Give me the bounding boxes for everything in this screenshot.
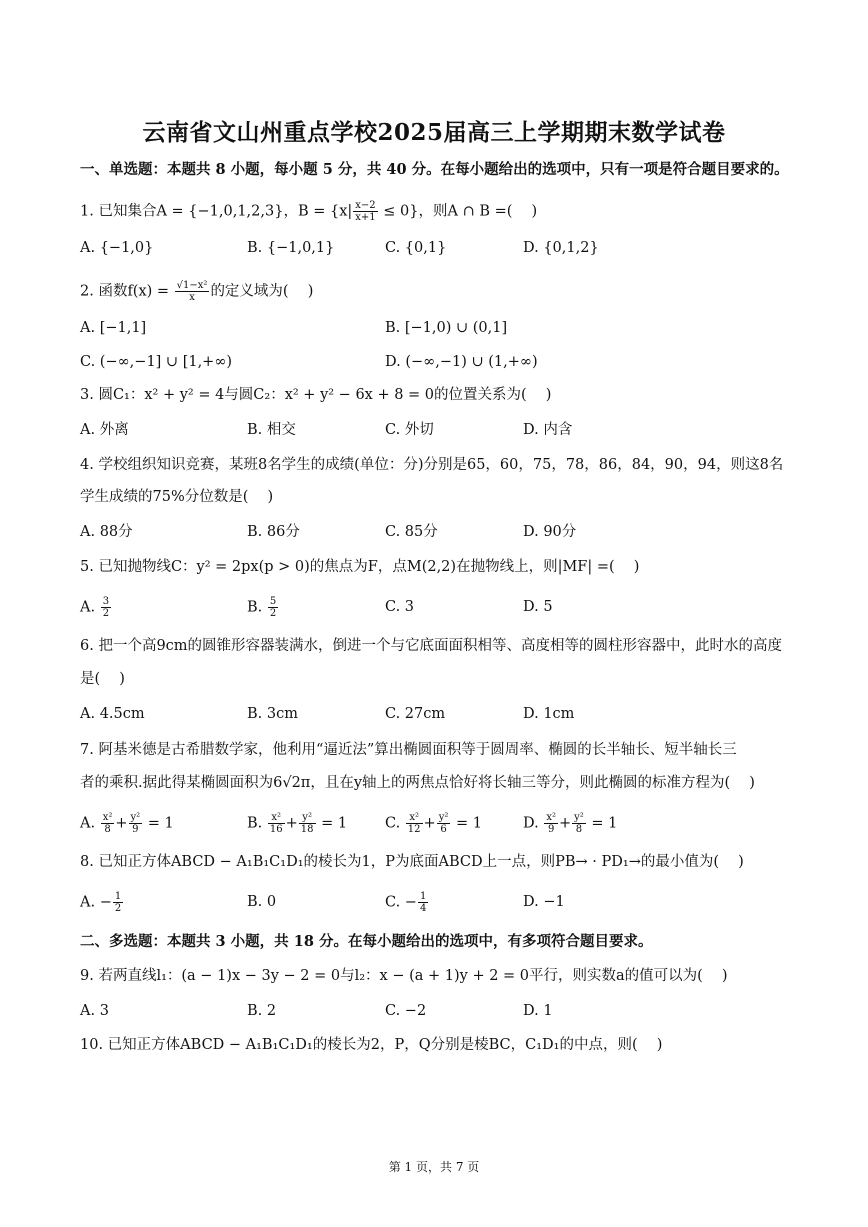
q9-option-b: B. 2 (247, 1003, 277, 1019)
question-4-line-1: 4. 学校组织知识竞赛，某班8名学生的成绩(单位：分)分别是65，60，75，78，86，84，90，94，则这8名 (80, 457, 784, 473)
page-footer: 第 1 页，共 7 页 (388, 1160, 480, 1174)
q8-c-label: C. − (385, 894, 417, 911)
q2-option-a: A. [−1,1] (80, 320, 147, 336)
q7-a-post: = 1 (143, 815, 174, 832)
q1-stem-c: ≤ 0}，则A ∩ B =( ) (378, 203, 538, 220)
q8-c-den: 4 (419, 903, 427, 914)
q7-b-n1: x² (268, 812, 285, 824)
q1-frac-den: x+1 (355, 212, 376, 223)
q2-option-c: C. (−∞,−1] ∪ [1,+∞) (80, 354, 233, 370)
q8-option-a (80, 891, 124, 914)
q1-stem-b: A = {−1,0,1,2,3}，B = {x| (156, 203, 353, 220)
q7-c-frac1 (406, 812, 423, 835)
q5-option-a (80, 596, 112, 619)
q7-d-label: D. (523, 815, 544, 832)
q7-c-n1: x² (406, 812, 423, 824)
q7-b-d1: 16 (269, 824, 283, 835)
q8-a-label: A. − (80, 894, 112, 911)
question-1 (80, 200, 808, 223)
q7-b-post: = 1 (316, 815, 348, 832)
q5-option-d: D. 5 (523, 599, 553, 615)
question-3: 3. 圆C₁：x² + y² = 4与圆C₂：x² + y² − 6x + 8 = 0的位置关系为( ) (80, 387, 552, 403)
page-title: 云南省文山州重点学校2025届高三上学期期末数学试卷 (142, 119, 726, 146)
q2-option-b: B. [−1,0) ∪ (0,1] (385, 320, 508, 336)
question-8: 8. 已知正方体ABCD − A₁B₁C₁D₁的棱长为1，P为底面ABCD上一点，则PB→ · PD₁→的最小值为( ) (80, 854, 744, 870)
q2-option-d: D. (−∞,−1) ∪ (1,+∞) (385, 354, 538, 370)
q2-frac-num: √1−x² (176, 280, 208, 291)
q5-option-c: C. 3 (385, 599, 415, 615)
question-7-line-2: 者的乘积.据此得某椭圆面积为6√2π，且在y轴上的两焦点恰好将长轴三等分，则此椭圆的标准方程为( ) (80, 775, 755, 791)
q9-option-d: D. 1 (523, 1003, 553, 1019)
section-multi-choice: 二、多选题：本题共 3 小题，共 18 分。在每小题给出的选项中，有多项符合题目要求。 (80, 933, 653, 950)
q7-d-frac1 (544, 812, 558, 835)
q3-option-d: D. 内含 (523, 422, 573, 438)
q8-a-fraction (113, 891, 123, 914)
q8-a-den: 2 (114, 903, 122, 914)
q7-option-d: D. $\frac{\text{x²}}{9}$ + $\frac{\text{y²}}{8}$ = 1 (523, 812, 618, 835)
question-7-line-1: 7. 阿基米德是古希腊数学家，他利用“逼近法”算出椭圆面积等于圆周率、椭圆的长半轴长、短半轴长三 (80, 742, 737, 758)
q1-option-d: D. {0,1,2} (523, 240, 599, 256)
q1-stem-a: 1. 已知集合 (80, 203, 157, 220)
q7-a-d2: 9 (132, 824, 139, 835)
q7-a-frac2 (129, 812, 143, 835)
question-9: 9. 若两直线l₁：(a − 1)x − 3y − 2 = 0与l₂：x − (a + 1)y + 2 = 0平行，则实数a的值可以为( ) (80, 968, 728, 984)
q3-option-c: C. 外切 (385, 422, 434, 438)
q2-stem-a: 2. 函数f(x) = (80, 283, 174, 300)
q5-a-fraction (101, 596, 111, 619)
q5-a-den: 2 (102, 608, 110, 619)
q1-option-c: C. {0,1} (385, 240, 447, 256)
q5-b-den: 2 (269, 608, 277, 619)
q7-d-d2: 8 (575, 824, 583, 835)
q7-c-label: C. (385, 815, 405, 832)
q7-d-n2: y² (574, 812, 584, 823)
q7-b-label: B. (247, 815, 267, 832)
q7-d-n1: x² (546, 812, 556, 823)
q7-b-frac1 (268, 812, 285, 835)
q1-option-b: B. {−1,0,1} (247, 240, 335, 256)
q7-c-frac2 (437, 812, 451, 835)
q9-option-c: C. −2 (385, 1003, 427, 1019)
q7-a-n2: y² (130, 812, 141, 823)
q7-a-n1: x² (102, 812, 113, 823)
q8-c-num: 1 (419, 891, 427, 902)
q7-b-frac2 (299, 812, 316, 835)
q7-option-b: B. $\frac{\text{x²}}{16}$ + $\frac{\text{y²}}{18}$ = 1 (247, 812, 348, 835)
question-6-line-1: 6. 把一个高9cm的圆锥形容器装满水，倒进一个与它底面面积相等、高度相等的圆柱形容器中，此时水的高度 (80, 638, 783, 654)
q1-option-a: A. {−1,0} (80, 240, 154, 256)
q1-frac-num: x−2 (355, 200, 376, 211)
question-4-line-2: 学生成绩的75%分位数是( ) (80, 489, 274, 505)
question-5: 5. 已知抛物线C：y² = 2px(p > 0)的焦点为F，点M(2,2)在抛物线上，则|MF| =( ) (80, 559, 640, 575)
question-2 (80, 280, 808, 303)
q8-a-num: 1 (114, 891, 122, 902)
q2-frac-den: x (189, 292, 195, 303)
q7-b-d2: 18 (300, 824, 314, 835)
q7-option-a: A. $\frac{\text{x²}}{8}$ + $\frac{\text{y²}}{9}$ = 1 (80, 812, 174, 835)
q7-d-frac2 (572, 812, 586, 835)
q7-a-d1: 8 (104, 824, 111, 835)
question-6-line-2: 是( ) (80, 671, 125, 687)
q7-c-d2: 6 (440, 824, 447, 835)
q6-option-c: C. 27cm (385, 706, 446, 722)
q2-fraction (175, 280, 210, 303)
q3-option-a: A. 外离 (80, 422, 129, 438)
q8-option-d: D. −1 (523, 894, 565, 910)
q9-option-a: A. 3 (80, 1003, 109, 1019)
q7-c-d1: 12 (407, 824, 421, 835)
q4-option-d: D. 90分 (523, 524, 577, 540)
q6-option-d: D. 1cm (523, 706, 575, 722)
q7-d-d1: 9 (547, 824, 555, 835)
q8-c-fraction (418, 891, 428, 914)
q8-option-c (385, 891, 429, 914)
q5-b-label: B. (247, 599, 267, 616)
q5-a-label: A. (80, 599, 100, 616)
q7-d-post: = 1 (586, 815, 618, 832)
q8-option-b: B. 0 (247, 894, 277, 910)
q4-option-a: A. 88分 (80, 524, 133, 540)
q2-stem-b: 的定义域为( ) (210, 283, 314, 300)
q4-option-b: B. 86分 (247, 524, 300, 540)
q4-option-c: C. 85分 (385, 524, 438, 540)
q7-option-c: C. $\frac{\text{x²}}{12}$ + $\frac{\text{y²}}{6}$ = 1 (385, 812, 482, 835)
q5-b-num: 5 (269, 596, 277, 607)
q7-c-post: = 1 (451, 815, 482, 832)
q5-b-fraction (268, 596, 278, 619)
q5-a-num: 3 (102, 596, 110, 607)
q6-option-b: B. 3cm (247, 706, 298, 722)
q7-a-frac1 (101, 812, 115, 835)
q7-b-n2: y² (299, 812, 316, 824)
q6-option-a: A. 4.5cm (80, 706, 145, 722)
q3-option-b: B. 相交 (247, 422, 296, 438)
q1-fraction (353, 200, 377, 223)
q7-a-label: A. (80, 815, 100, 832)
q7-c-n2: y² (438, 812, 449, 823)
section-single-choice: 一、单选题：本题共 8 小题，每小题 5 分，共 40 分。在每小题给出的选项中，只有一项是符合题目要求的。 (80, 161, 789, 178)
question-10: 10. 已知正方体ABCD − A₁B₁C₁D₁的棱长为2，P，Q分别是棱BC，C₁D₁的中点，则( ) (80, 1037, 663, 1053)
q5-option-b (247, 596, 279, 619)
